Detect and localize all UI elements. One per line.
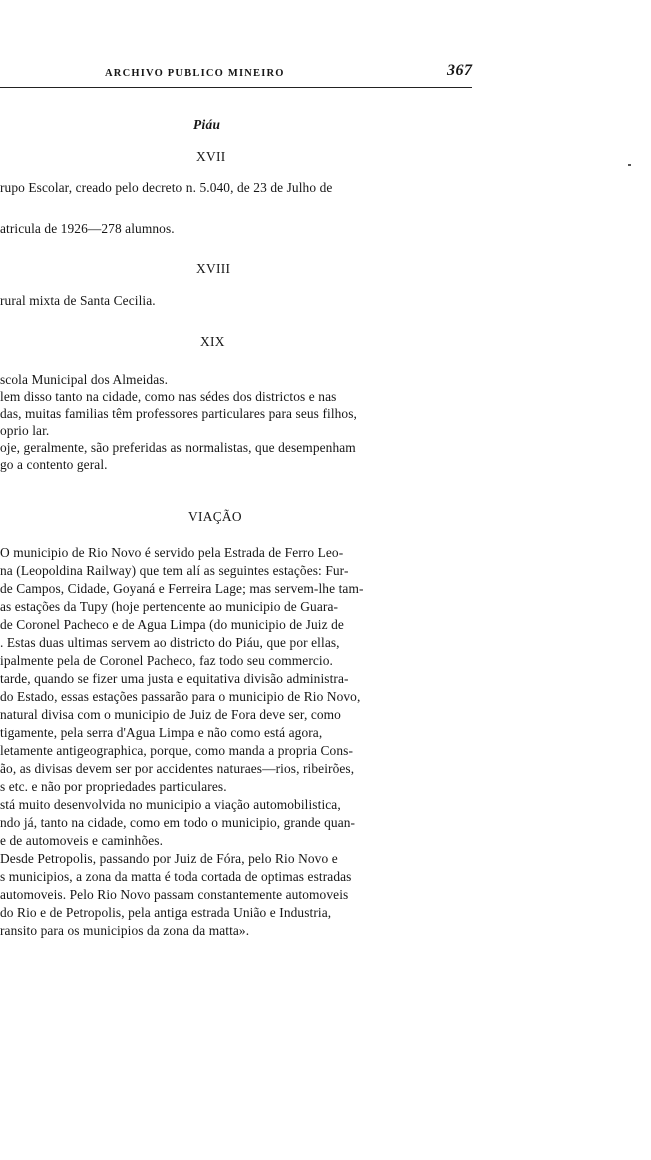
scan-speck [628,164,631,166]
text-line: do Rio e de Petropolis, pela antiga estrada União e Industria, [0,905,332,920]
text-line: as estações da Tupy (hoje pertencente ao municipio de Guara- [0,599,339,614]
text-line: ão, as divisas devem ser por accidentes naturaes—rios, ribeirões, [0,761,355,776]
section-title: Piáu [193,117,221,132]
text-line: e de automoveis e caminhões. [0,833,164,848]
text-line: rural mixta de Santa Cecilia. [0,293,156,308]
text-line: ipalmente pela de Coronel Pacheco, faz todo seu commercio. [0,653,334,668]
text-line: rupo Escolar, creado pelo decreto n. 5.040, de 23 de Julho de [0,180,333,195]
section-numeral-xvii: XVII [196,149,226,164]
section-numeral-xix: XIX [200,334,225,349]
running-head [0,60,480,90]
text-line: de Campos, Cidade, Goyaná e Ferreira Lage; mas servem-lhe tam- [0,581,364,596]
text-line: go a contento geral. [0,457,108,472]
text-line: oprio lar. [0,423,50,438]
text-line: das, muitas familias têm professores particulares para seus filhos, [0,406,357,421]
text-line: de Coronel Pacheco e de Agua Limpa (do municipio de Juiz de [0,617,344,632]
text-line: tarde, quando se fizer uma justa e equitativa divisão administra- [0,671,349,686]
text-line: O municipio de Rio Novo é servido pela Estrada de Ferro Leo- [0,545,344,560]
text-line: na (Leopoldina Railway) que tem alí as seguintes estações: Fur- [0,563,349,578]
text-line: atricula de 1926—278 alumnos. [0,221,175,236]
running-title: ARCHIVO PUBLICO MINEIRO [105,68,285,79]
text-line: letamente antigeographica, porque, como manda a propria Cons- [0,743,354,758]
text-line: ndo já, tanto na cidade, como em todo o municipio, grande quan- [0,815,356,830]
text-line: lem disso tanto na cidade, como nas sédes dos districtos e nas [0,389,337,404]
text-line: scola Municipal dos Almeidas. [0,372,169,387]
text-line: oje, geralmente, são preferidas as normalistas, que desempenham [0,440,356,455]
text-line: s etc. e não por propriedades particulares. [0,779,227,794]
text-line: natural divisa com o municipio de Juiz de Fora deve ser, como [0,707,341,722]
section-title-viacao: VIAÇÃO [188,509,242,524]
page-number: 367 [447,62,473,79]
text-line: do Estado, essas estações passarão para o municipio de Rio Novo, [0,689,361,704]
text-line: s municipios, a zona da matta é toda cortada de optimas estradas [0,869,352,884]
text-line: Desde Petropolis, passando por Juiz de Fóra, pelo Rio Novo e [0,851,338,866]
section-numeral-xviii: XVIII [196,261,231,276]
text-line: automoveis. Pelo Rio Novo passam constantemente automoveis [0,887,349,902]
header-rule [0,87,472,88]
text-line: . Estas duas ultimas servem ao districto do Piáu, que por ellas, [0,635,340,650]
text-line: stá muito desenvolvida no municipio a viação automobilistica, [0,797,341,812]
text-line: ransito para os municipios da zona da matta». [0,923,250,938]
text-line: tigamente, pela serra d'Agua Limpa e não como está agora, [0,725,323,740]
